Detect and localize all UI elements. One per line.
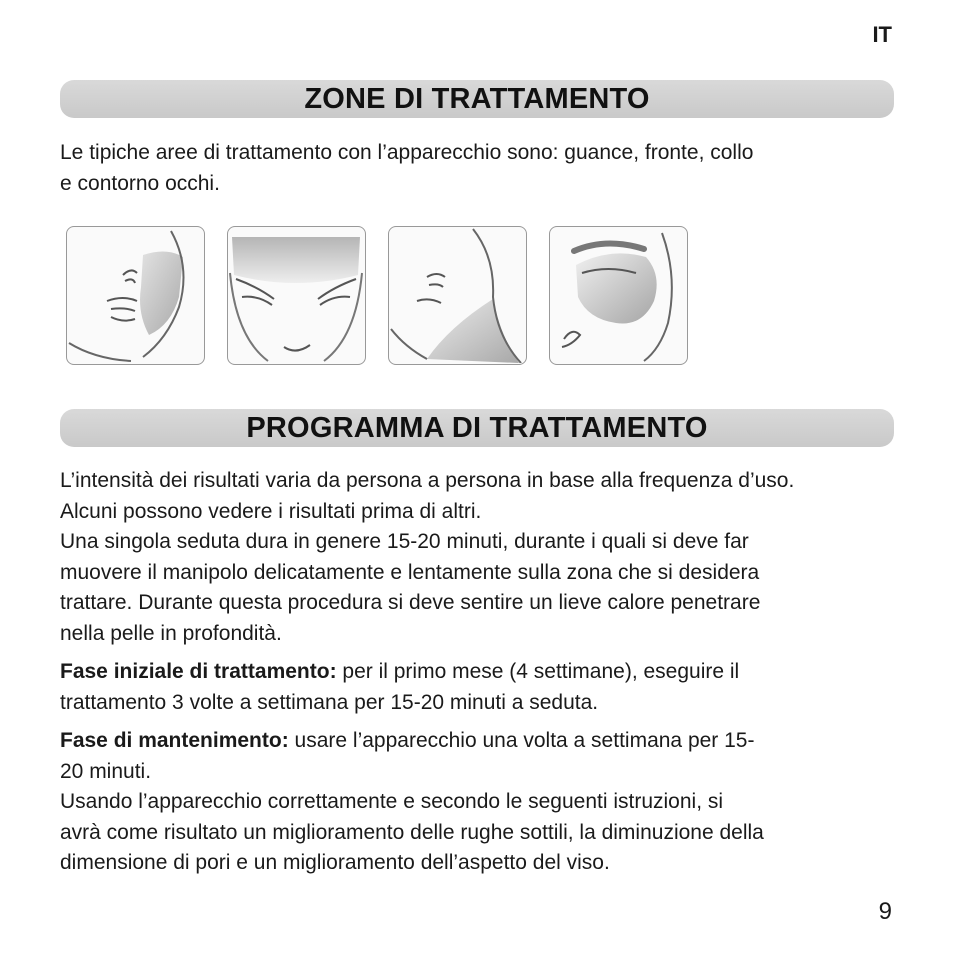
forehead-zone-illustration [227, 226, 366, 365]
page-number: 9 [878, 898, 892, 925]
text-line: dimensione di pori e un miglioramento dell’aspetto del viso. [60, 851, 610, 874]
intro-paragraph [60, 138, 894, 199]
initial-phase-text: per il primo mese (4 settimane), eseguire il [336, 660, 740, 683]
text-line: trattamento 3 volte a settimana per 15-20 minuti a seduta. [60, 690, 599, 714]
section-heading-treatment-program [60, 409, 894, 447]
text-line: avrà come risultato un miglioramento delle rughe sottili, la diminuzione della [60, 820, 764, 844]
text-line [60, 657, 894, 688]
initial-phase-paragraph [60, 657, 894, 718]
text-line: Usando l’apparecchio correttamente e secondo le seguenti istruzioni, si [60, 790, 724, 813]
maintenance-label: Fase di mantenimento: [60, 729, 289, 752]
text-line: Le tipiche aree di trattamento con l’apparecchio sono: guance, fronte, collo [60, 141, 754, 164]
text-line: muovere il manipolo delicatamente e lentamente sulla zona che si desidera [60, 560, 760, 584]
treatment-zone-illustrations [66, 226, 688, 365]
text-line [60, 726, 894, 757]
neck-zone-illustration [388, 226, 527, 365]
text-line: nella pelle in profondità. [60, 621, 282, 645]
maintenance-paragraph [60, 726, 894, 879]
maintenance-text: usare l’apparecchio una volta a settimana per 15- [288, 729, 755, 752]
text-line: e contorno occhi. [60, 171, 220, 195]
program-paragraph [60, 466, 894, 649]
text-line: L’intensità dei risultati varia da persona a persona in base alla frequenza d’uso. [60, 469, 795, 492]
section-heading-treatment-zones [60, 80, 894, 118]
section-title: PROGRAMMA DI TRATTAMENTO [246, 411, 708, 444]
text-line: 20 minuti. [60, 759, 152, 783]
section-title: ZONE DI TRATTAMENTO [304, 82, 650, 115]
cheeks-zone-illustration [66, 226, 205, 365]
text-line: trattare. Durante questa procedura si deve sentire un lieve calore penetrare [60, 591, 761, 614]
eye-contour-zone-illustration [549, 226, 688, 365]
text-line: Una singola seduta dura in genere 15-20 minuti, durante i quali si deve far [60, 530, 749, 553]
text-line: Alcuni possono vedere i risultati prima di altri. [60, 499, 482, 523]
language-tag: IT [872, 22, 892, 47]
initial-phase-label: Fase iniziale di trattamento: [60, 660, 337, 683]
